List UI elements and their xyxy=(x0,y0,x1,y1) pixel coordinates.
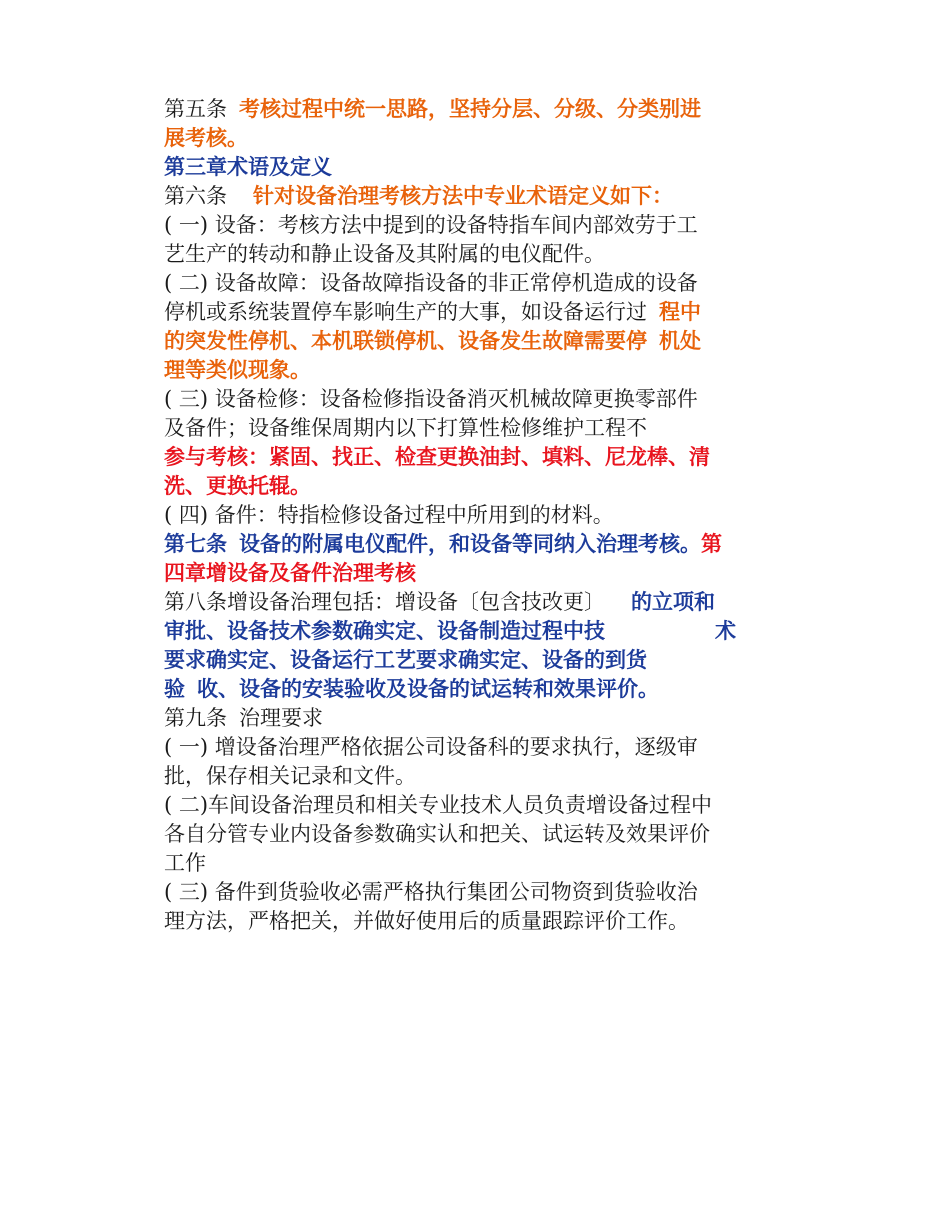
article-6-text: 针对设备治理考核方法中专业术语定义如下： xyxy=(253,184,673,208)
article-8-highlight-cont: 审批、设备技术参数确实定、设备制造过程中技 xyxy=(164,619,605,643)
definition-1-text-cont: 艺生产的转动和静止设备及其附属的电仪配件。 xyxy=(164,242,605,266)
article-7-label: 第七条 xyxy=(164,532,227,556)
requirement-1-line-2 xyxy=(164,762,794,791)
definition-2-highlight-end: 机处 xyxy=(659,329,701,353)
article-5-text-cont: 展考核。 xyxy=(164,126,248,150)
requirement-3-text: ( 三) 备件到货验收必需严格执行集团公司物资到货验收治 xyxy=(164,880,698,904)
requirement-2-text-cont: 各自分管专业内设备参数确实认和把关、试运转及效果评价 xyxy=(164,822,710,846)
article-5-label: 第五条 xyxy=(164,97,227,121)
definition-4-line xyxy=(164,501,794,530)
article-8-line-2 xyxy=(164,617,794,646)
requirement-3-text-cont: 理方法，严格把关，并做好使用后的质量跟踪评价工作。 xyxy=(164,909,689,933)
definition-2-line-4 xyxy=(164,356,794,385)
definition-2-text: ( 二) 设备故障：设备故障指设备的非正常停机造成的设备 xyxy=(164,271,698,295)
article-8-highlight-end: 收、设备的安装验收及设备的试运转和效果评价。 xyxy=(197,677,659,701)
definition-4-text: ( 四) 备件：特指检修设备过程中所用到的材料。 xyxy=(164,503,614,527)
definition-3-highlight-cont: 洗、更换托辊。 xyxy=(164,474,311,498)
article-8-highlight-more: 要求确实定、设备运行工艺要求确实定、设备的到货 xyxy=(164,648,647,672)
article-8-highlight-word: 术 xyxy=(715,619,736,643)
definition-1-text: ( 一) 设备：考核方法中提到的设备特指车间内部效劳于工 xyxy=(164,213,698,237)
article-8-text: 第八条增设备治理包括：增设备〔包含技改更〕 xyxy=(164,590,605,614)
article-7-text: 设备的附属电仪配件，和设备等同纳入治理考核。 xyxy=(239,532,701,556)
article-9-label: 第九条 xyxy=(164,706,227,730)
definition-2-highlight-cont: 的突发性停机、本机联锁停机、设备发生故障需要停 xyxy=(164,329,647,353)
chapter-3-heading xyxy=(164,153,794,182)
definition-2-line-1 xyxy=(164,269,794,298)
chapter-3-title: 第三章术语及定义 xyxy=(164,155,332,179)
definition-3-line-2 xyxy=(164,414,794,443)
definition-3-line-4 xyxy=(164,472,794,501)
requirement-2-text: ( 二)车间设备治理员和相关专业技术人员负责增设备过程中 xyxy=(164,793,713,817)
requirement-1-text-cont: 批，保存相关记录和文件。 xyxy=(164,764,416,788)
requirement-1-text: ( 一) 增设备治理严格依据公司设备科的要求执行，逐级审 xyxy=(164,735,698,759)
requirement-2-line-2 xyxy=(164,820,794,849)
article-5-text: 考核过程中统一思路，坚持分层、分级、分类别进 xyxy=(239,97,701,121)
article-6-line xyxy=(164,182,794,211)
article-6-label: 第六条 xyxy=(164,184,227,208)
article-8-highlight-char: 验 xyxy=(164,677,185,701)
chapter-4-heading xyxy=(164,559,794,588)
chapter-4-title: 四章增设备及备件治理考核 xyxy=(164,561,416,585)
definition-3-text: ( 三) 设备检修：设备检修指设备消灭机械故障更换零部件 xyxy=(164,387,698,411)
chapter-4-title-start: 第 xyxy=(701,532,722,556)
definition-3-line-3 xyxy=(164,443,794,472)
article-5-line-1 xyxy=(164,95,794,124)
document-page xyxy=(164,95,794,936)
definition-1-line-1 xyxy=(164,211,794,240)
definition-2-highlight: 程中 xyxy=(659,300,701,324)
article-9-title: 治理要求 xyxy=(239,706,323,730)
definition-2-highlight-last: 理等类似现象。 xyxy=(164,358,311,382)
definition-1-line-2 xyxy=(164,240,794,269)
definition-2-line-2 xyxy=(164,298,794,327)
article-9-line xyxy=(164,704,794,733)
definition-3-line-1 xyxy=(164,385,794,414)
requirement-2-line-3 xyxy=(164,849,794,878)
definition-2-text-cont: 停机或系统装置停车影响生产的大事，如设备运行过 xyxy=(164,300,647,324)
article-7-line xyxy=(164,530,794,559)
requirement-2-text-end: 工作 xyxy=(164,851,206,875)
article-8-highlight: 的立项和 xyxy=(631,590,715,614)
article-8-line-4 xyxy=(164,675,794,704)
requirement-3-line-2 xyxy=(164,907,794,936)
requirement-3-line-1 xyxy=(164,878,794,907)
definition-3-text-cont: 及备件；设备维保周期内以下打算性检修维护工程不 xyxy=(164,416,647,440)
article-5-line-2 xyxy=(164,124,794,153)
article-8-line-1 xyxy=(164,588,794,617)
requirement-1-line-1 xyxy=(164,733,794,762)
definition-2-line-3 xyxy=(164,327,794,356)
definition-3-highlight: 参与考核：紧固、找正、检查更换油封、填料、尼龙棒、清 xyxy=(164,445,710,469)
requirement-2-line-1 xyxy=(164,791,794,820)
article-8-line-3 xyxy=(164,646,794,675)
